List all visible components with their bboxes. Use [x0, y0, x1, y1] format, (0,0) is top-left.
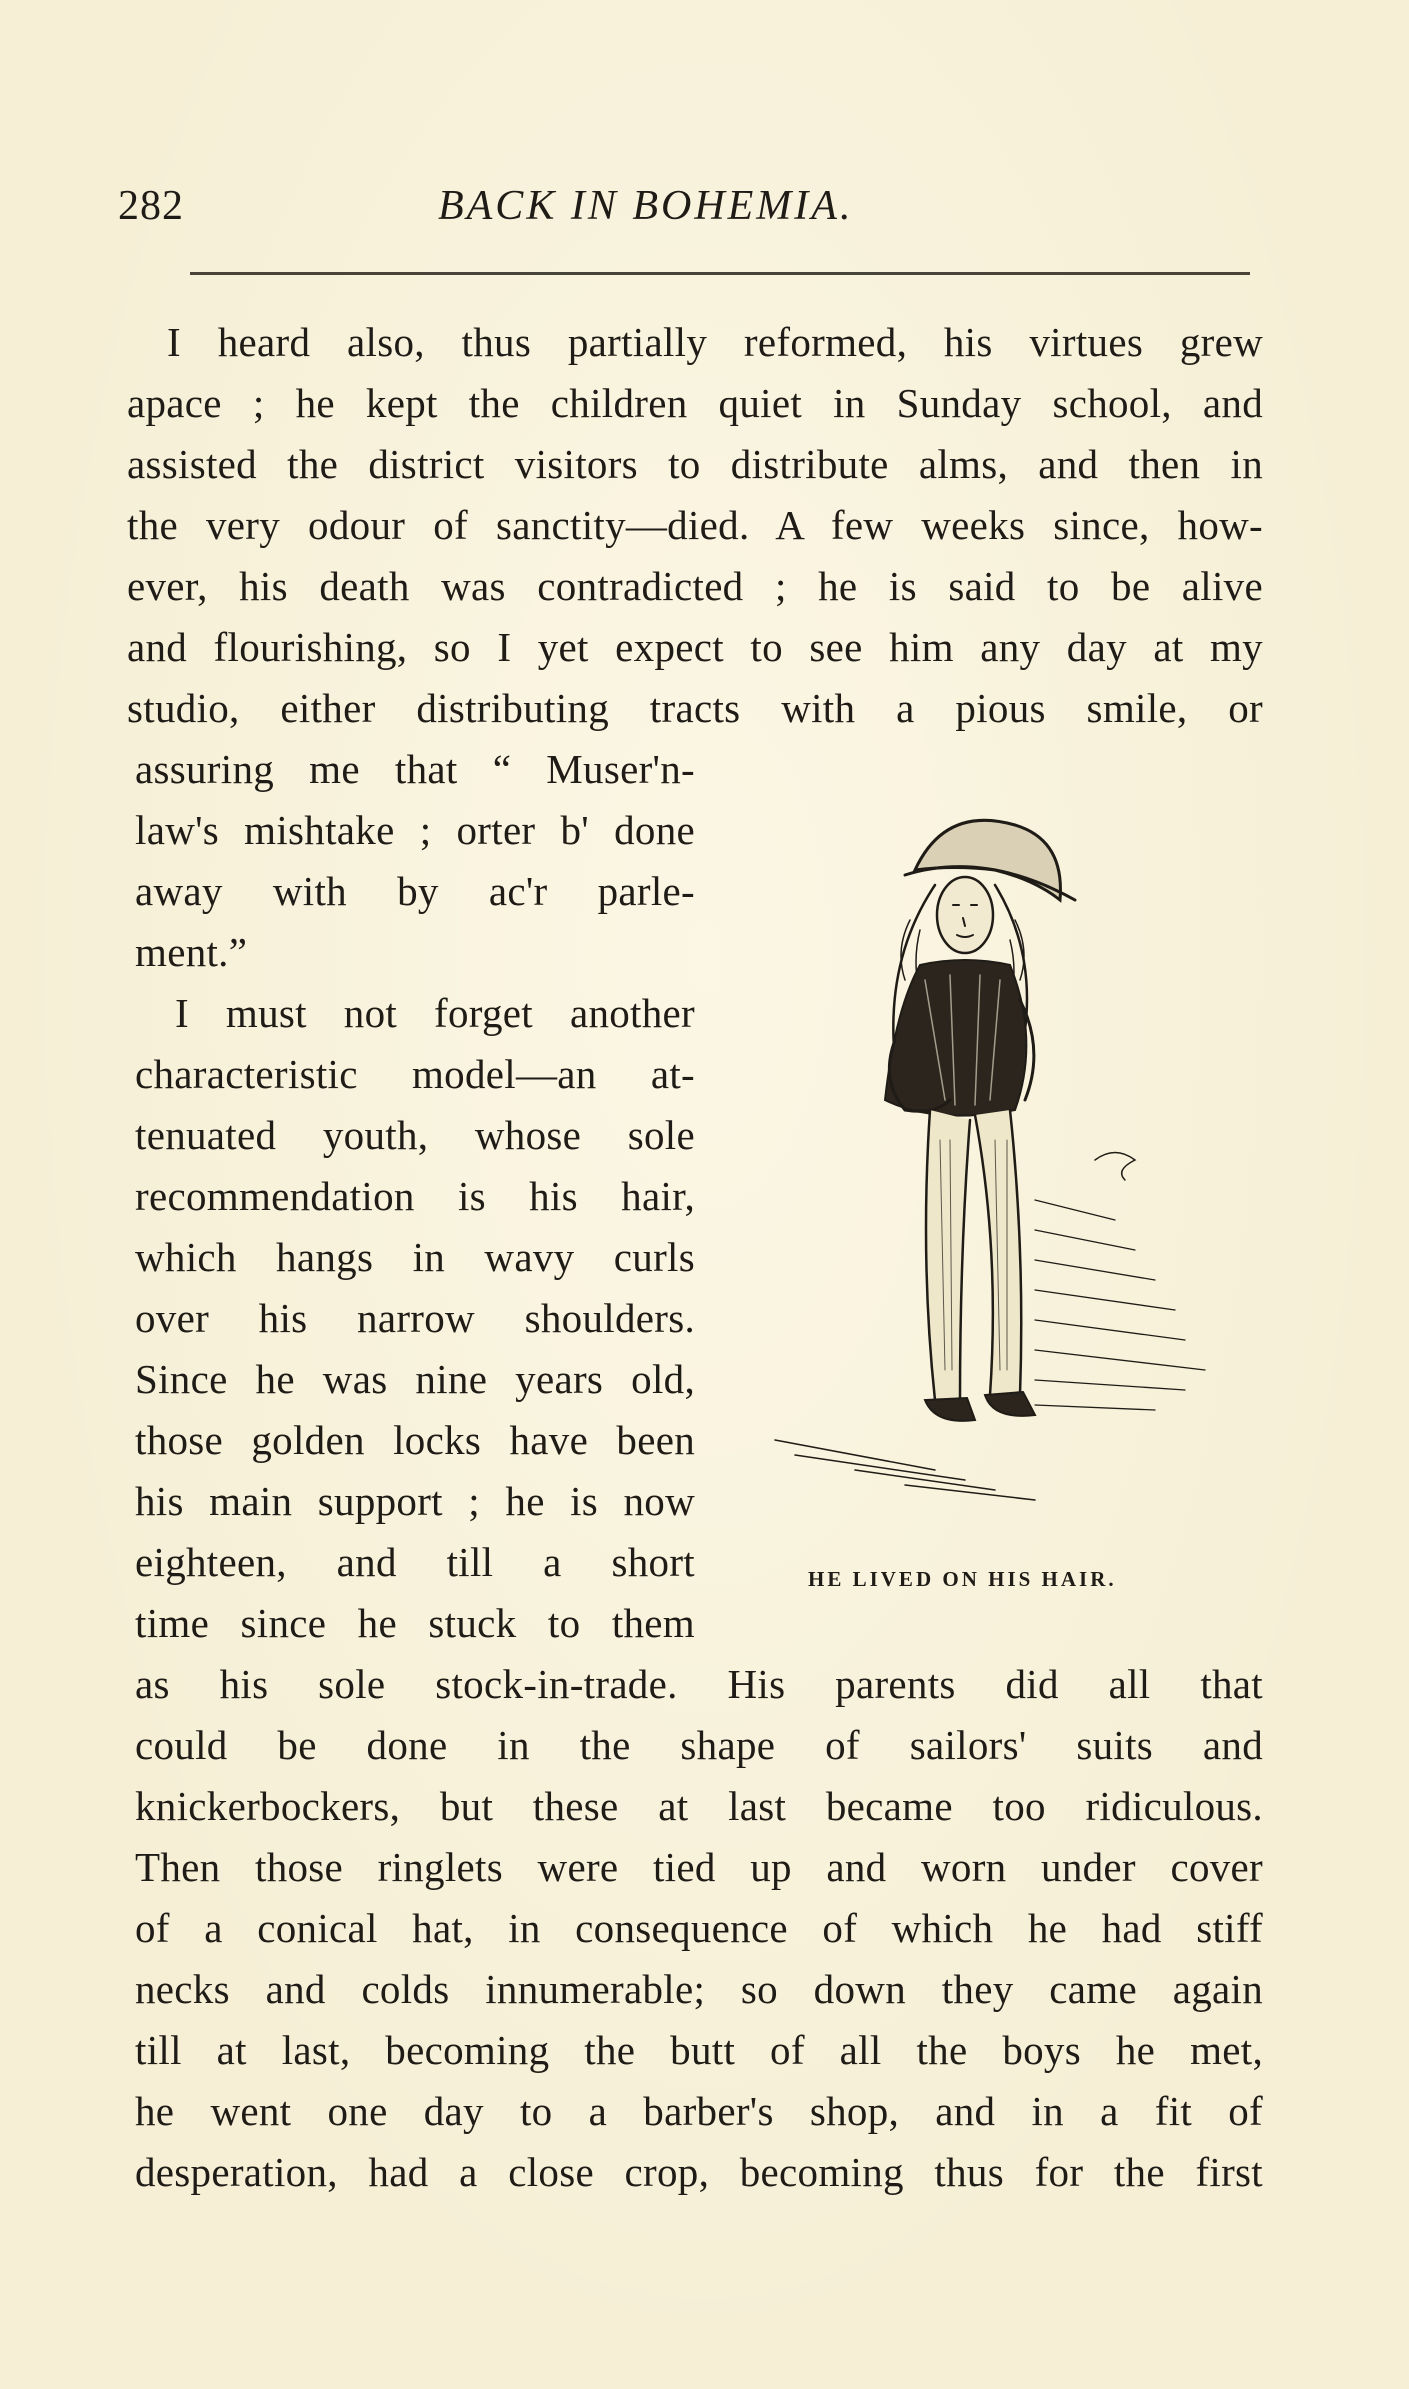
text-line: of a conical hat, in consequence of which he had stiff [135, 1905, 1263, 1951]
text-line: ment.” [135, 929, 248, 975]
text-line: he went one day to a barber's shop, and in a fit of [135, 2088, 1263, 2134]
text-line: knickerbockers, but these at last became too ridiculous. [135, 1783, 1263, 1829]
text-line: and flourishing, so I yet expect to see him any day at my [127, 624, 1263, 670]
header-rule [190, 272, 1250, 275]
text-line: eighteen, and till a short [135, 1539, 695, 1585]
text-line: tenuated youth, whose sole [135, 1112, 695, 1158]
text-line: his main support ; he is now [135, 1478, 695, 1524]
text-line: which hangs in wavy curls [135, 1234, 695, 1280]
running-title: BACK IN BOHEMIA. [438, 183, 854, 229]
text-line: ever, his death was contradicted ; he is said to be alive [127, 563, 1263, 609]
text-line: studio, either distributing tracts with a pious smile, or [127, 685, 1263, 731]
text-line: apace ; he kept the children quiet in Sunday school, and [127, 380, 1263, 426]
figure-caption: HE LIVED ON HIS HAIR. [808, 1567, 1117, 1591]
text-line: could be done in the shape of sailors' suits and [135, 1722, 1263, 1768]
text-line: assisted the district visitors to distribute alms, and then in [127, 441, 1263, 487]
text-line: Since he was nine years old, [135, 1356, 695, 1402]
text-line: as his sole stock-in-trade. His parents did all that [135, 1661, 1263, 1707]
text-line: those golden locks have been [135, 1417, 695, 1463]
text-line: the very odour of sanctity—died. A few weeks since, how- [127, 502, 1263, 548]
text-line: I must not forget another [175, 990, 695, 1036]
running-header [118, 182, 1248, 242]
text-line: time since he stuck to them [135, 1600, 695, 1646]
text-line: law's mishtake ; orter b' done [135, 807, 695, 853]
engraving-illustration [735, 780, 1265, 1580]
text-line: necks and colds innumerable; so down they came again [135, 1966, 1263, 2012]
page-number: 282 [118, 183, 184, 229]
text-line: over his narrow shoulders. [135, 1295, 695, 1341]
text-line: Then those ringlets were tied up and worn under cover [135, 1844, 1263, 1890]
text-line: till at last, becoming the butt of all the boys he met, [135, 2027, 1263, 2073]
text-line: assuring me that “ Muser'n- [135, 746, 695, 792]
text-line: I heard also, thus partially reformed, his virtues grew [167, 319, 1263, 365]
text-line: desperation, had a close crop, becoming thus for the first [135, 2149, 1263, 2195]
text-line: away with by ac'r parle- [135, 868, 695, 914]
text-line: characteristic model—an at- [135, 1051, 695, 1097]
text-line: recommendation is his hair, [135, 1173, 695, 1219]
